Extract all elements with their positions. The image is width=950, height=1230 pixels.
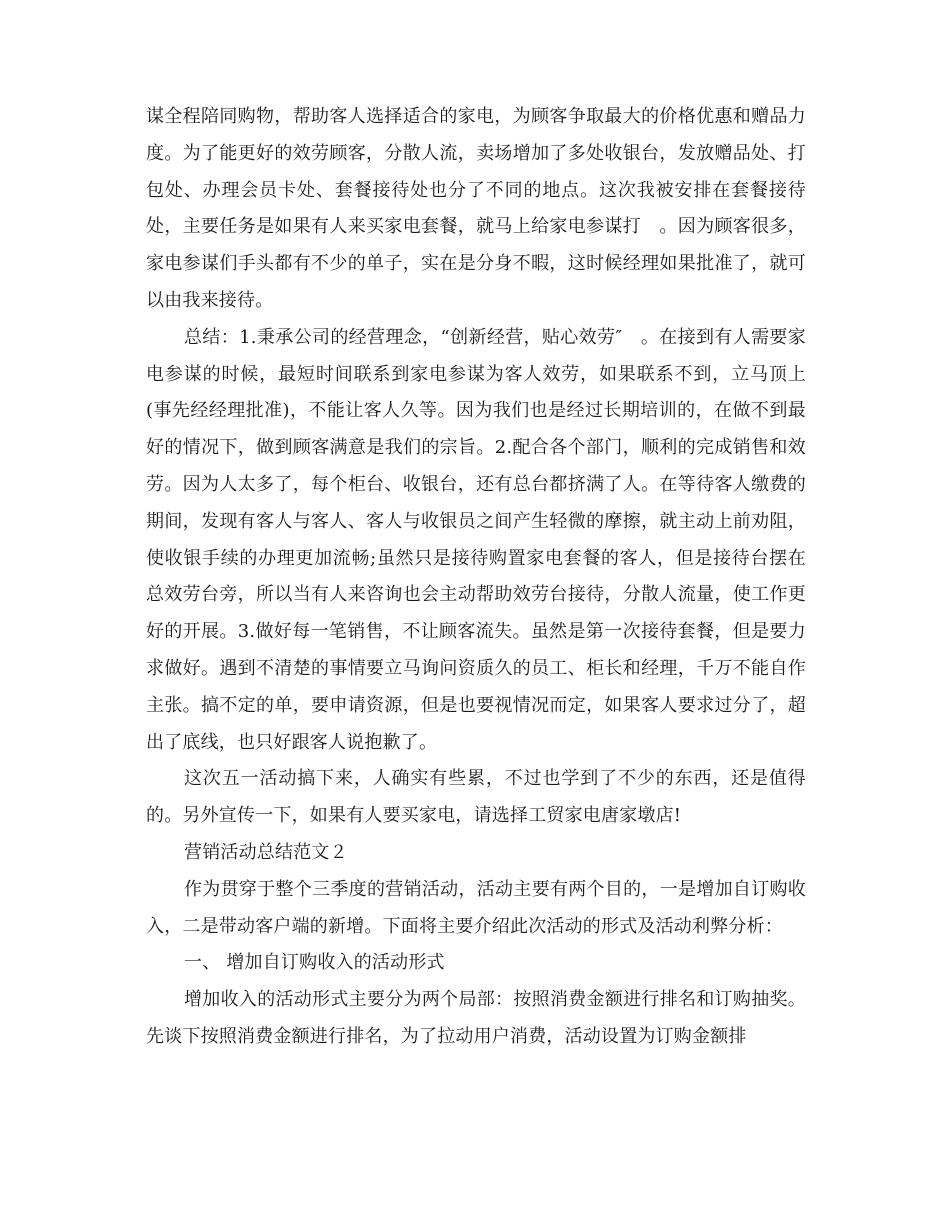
paragraph-intro: 作为贯穿于整个三季度的营销活动，活动主要有两个目的，一是增加自订购收入，二是带动客户端的新增。下面将主要介绍此次活动的形式及活动利弊分析： (146, 878, 806, 937)
paragraph-summary: 总结：1.秉承公司的经营理念，“创新经营，贴心效劳″ 。在接到有人需要家电参谋的时候，最短时间联系到家电参谋为客人效劳，如果联系不到，立马顶上(事先经经理批准)，不能让客人久等。因为我们也是经过长期培训的，在做不到最好的情况下，做到顾客满意是我们的宗旨。2.配合各个部门，顺利的完成销售和效劳。因为人太多了，每个柜台、收银台，还有总台都挤满了人。在等待客人缴费的期间，发现有客人与客人、客人与收银员之间产生轻微的摩擦，就主动上前劝阻，使收银手续的办理更加流畅;虽然只是接待购置家电套餐的客人，但是接待台摆在总效劳台旁，所以当有人来咨询也会主动帮助效劳台接待，分散人流量，使工作更好的开展。3.做好每一笔销售，不让顾客流失。虽然是第一次接待套餐，但是要力求做好。遇到不清楚的事情要立马询问资质久的员工、柜长和经理，千万不能自作主张。搞不定的单，要申请资源，但是也要视情况而定，如果客人要求过分了，超出了底线，也只好跟客人说抱歉了。 (146, 326, 806, 753)
subsection-heading-1: 一、 增加自订购收入的活动形式 (184, 952, 445, 974)
document-body (146, 99, 806, 1056)
section-heading-example-2: 营销活动总结范文２ (184, 841, 348, 863)
paragraph-activity-forms: 增加收入的活动形式主要分为两个局部：按照消费金额进行排名和订购抽奖。先谈下按照消费金额进行排名，为了拉动用户消费，活动设置为订购金额排 (146, 989, 806, 1047)
paragraph-continuation: 谋全程陪同购物，帮助客人选择适合的家电，为顾客争取最大的价格优惠和赠品力度。为了能更好的效劳顾客，分散人流，卖场增加了多处收银台，发放赠品处、打包处、办理会员卡处、套餐接待处也分了不同的地点。这次我被安排在套餐接待处，主要任务是如果有人来买家电套餐，就马上给家电参谋打 。因为顾客很多，家电参谋们手头都有不少的单子，实在是分身不暇，这时候经理如果批准了，就可以由我来接待。 (146, 106, 806, 311)
paragraph-conclusion: 这次五一活动搞下来，人确实有些累，不过也学到了不少的东西，还是值得的。另外宣传一下，如果有人要买家电，请选择工贸家电唐家墩店! (146, 768, 806, 827)
